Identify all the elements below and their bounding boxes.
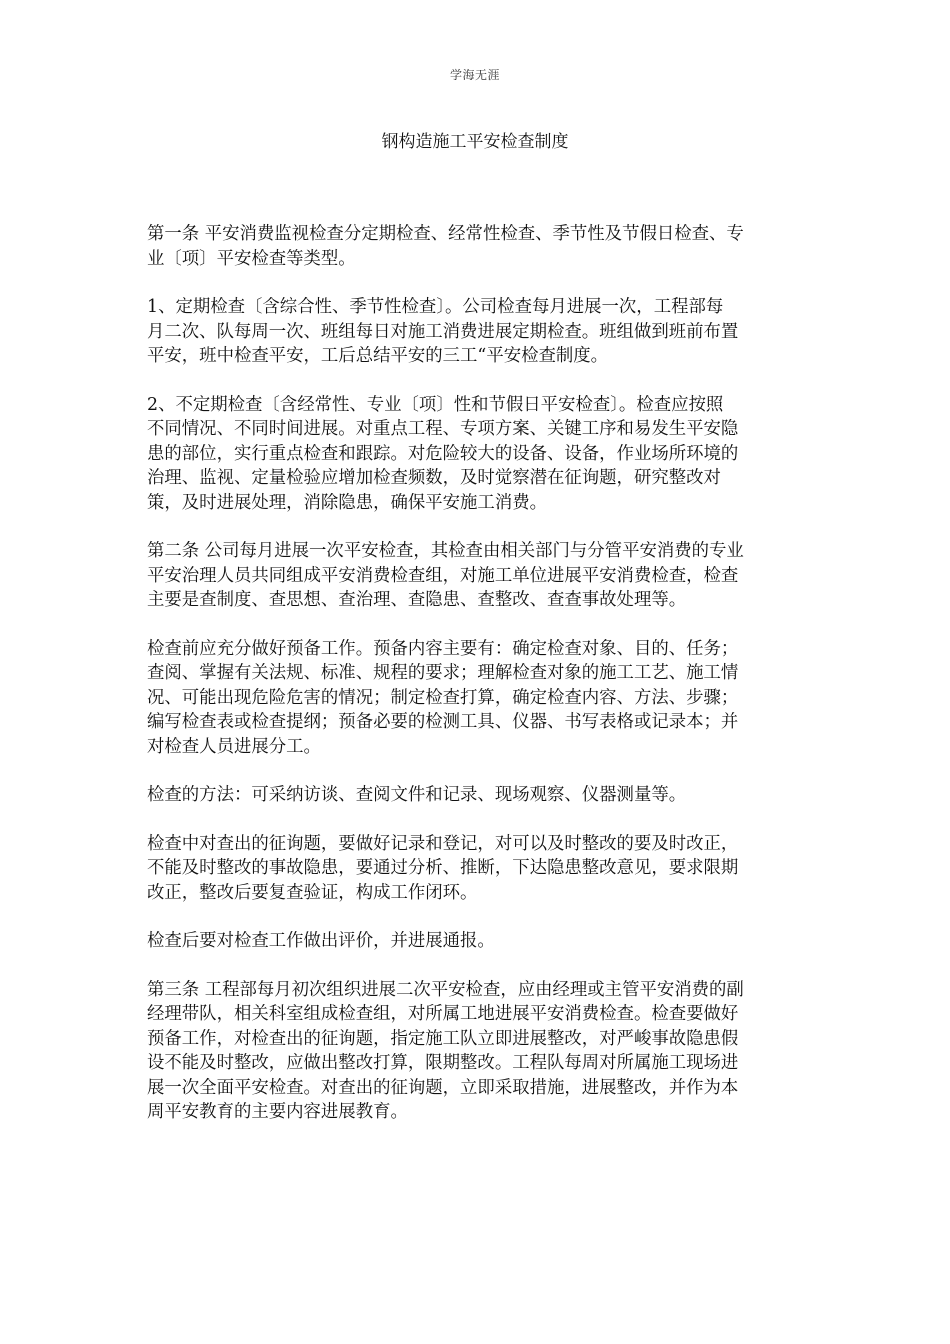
text-line: 对检查人员进展分工。 (147, 736, 321, 757)
text-line: 检查后要对检查工作做出评价，并进展通报。 (147, 931, 495, 951)
document-title: 钢构造施工平安检查制度 (381, 132, 569, 152)
text-line: 经理带队，相关科室组成检查组，对所属工地进展平安消费检查。检查要做好 (147, 1004, 739, 1024)
text-line: 改正，整改后要复查验证，构成工作闭环。 (147, 882, 478, 903)
paragraph-irregular-inspection (147, 393, 807, 516)
text-line: 主要是查制度、查思想、查治理、查隐患、查整改、查查事故处理等。 (147, 590, 687, 610)
paragraph-article-1 (147, 222, 807, 271)
text-line: 检查前应充分做好预备工作。预备内容主要有：确定检查对象、目的、任务； (147, 638, 739, 659)
text-line: 患的部位，实行重点检查和跟踪。对危险较大的设备、设备，作业场所环境的 (147, 443, 739, 464)
text-line: 业〔项〕平安检查等类型。 (147, 248, 356, 269)
text-line: 周平安教育的主要内容进展教育。 (147, 1102, 408, 1122)
text-line: 第一条 平安消费监视检查分定期检查、经常性检查、季节性及节假日检查、专 (147, 224, 744, 244)
text-line: 策，及时进展处理，消除隐患，确保平安施工消费。 (147, 492, 547, 513)
text-line: 平安，班中检查平安，工后总结平安的三工“平安检查制度。 (147, 346, 609, 366)
paragraph-article-3 (147, 978, 807, 1125)
text-line: 月二次、队每周一次、班组每日对施工消费进展定期检查。班组做到班前布置 (147, 321, 739, 342)
page-header: 学海无涯 (449, 68, 500, 82)
text-line: 不能及时整改的事故隐患，要通过分析、推断，下达隐患整改意见，要求限期 (147, 858, 739, 878)
text-line: 2、不定期检查〔含经常性、专业〔项〕性和节假日平安检查〕。检查应按照 (147, 394, 724, 415)
text-line: 第二条 公司每月进展一次平安检查，其检查由相关部门与分管平安消费的专业 (147, 541, 744, 561)
text-line: 治理、监视、定量检验应增加检查频数，及时觉察潜在征询题，研究整改对 (147, 468, 721, 488)
text-line: 查阅、掌握有关法规、标准、规程的要求；理解检查对象的施工工艺、施工情 (147, 663, 739, 683)
paragraph-article-2 (147, 539, 807, 613)
paragraph-rectification (147, 832, 807, 906)
text-line: 预备工作，对检查出的征询题，指定施工队立即进展整改，对严峻事故隐患假 (147, 1028, 739, 1049)
text-line: 检查中对查出的征询题，要做好记录和登记，对可以及时整改的要及时改正， (147, 833, 739, 854)
paragraph-regular-inspection (147, 295, 807, 369)
document-body (147, 222, 807, 1149)
text-line: 检查的方法：可采纳访谈、查阅文件和记录、现场观察、仪器测量等。 (147, 785, 687, 805)
paragraph-methods (147, 783, 807, 808)
text-line: 第三条 工程部每月初次组织进展二次平安检查，应由经理或主管平安消费的副 (147, 979, 744, 1000)
text-line: 1、定期检查〔含综合性、季节性检查〕。公司检查每月进展一次，工程部每 (147, 297, 724, 317)
text-line: 设不能及时整改，应做出整改打算，限期整改。工程队每周对所属施工现场进 (147, 1053, 739, 1073)
paragraph-evaluation (147, 929, 807, 954)
text-line: 展一次全面平安检查。对查出的征询题，立即采取措施，进展整改，并作为本 (147, 1077, 739, 1098)
paragraph-preparation (147, 637, 807, 760)
text-line: 不同情况、不同时间进展。对重点工程、专项方案、关键工序和易发生平安隐 (147, 419, 739, 439)
text-line: 编写检查表或检查提纲；预备必要的检测工具、仪器、书写表格或记录本；并 (147, 712, 739, 732)
text-line: 平安治理人员共同组成平安消费检查组，对施工单位进展平安消费检查，检查 (147, 565, 739, 586)
text-line: 况、可能出现危险危害的情况；制定检查打算，确定检查内容、方法、步骤； (147, 687, 739, 708)
